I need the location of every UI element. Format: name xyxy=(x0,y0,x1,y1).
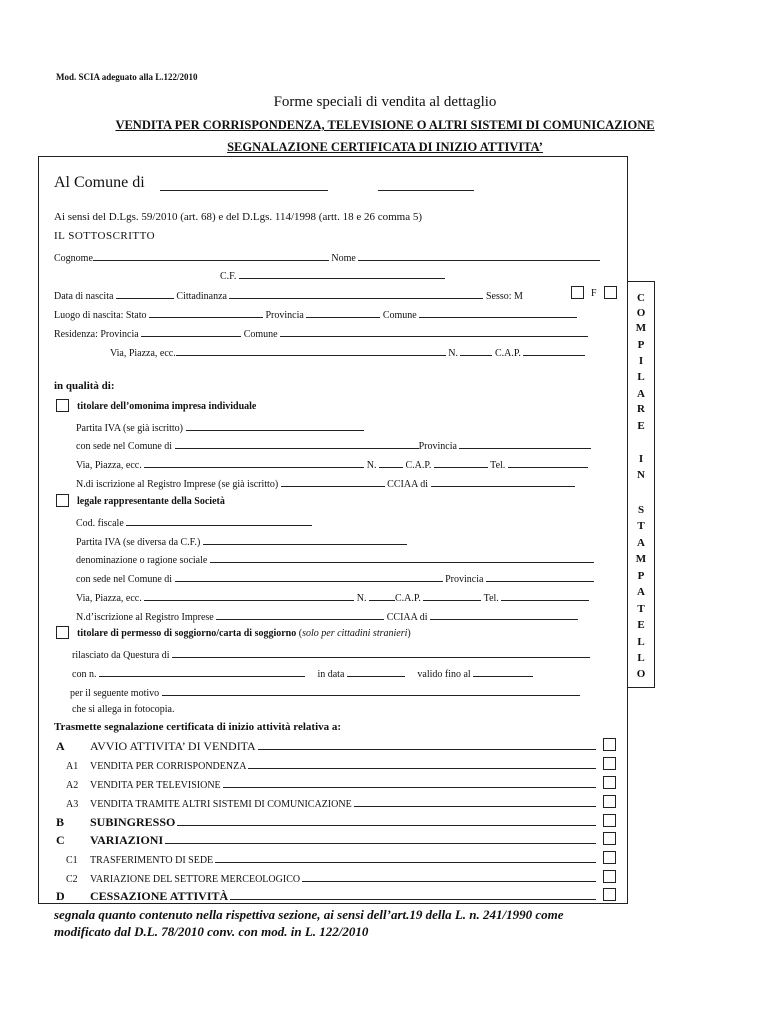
soc-provincia-field[interactable] xyxy=(486,571,594,582)
cognome-field[interactable] xyxy=(93,250,329,261)
section-label: AVVIO ATTIVITA’ DI VENDITA xyxy=(90,739,256,753)
comune-label: Comune xyxy=(382,310,417,321)
soc-tel-field[interactable] xyxy=(501,590,589,601)
page-title: Forme speciali di vendita al dettaglio xyxy=(273,94,497,110)
stamp-letter: O xyxy=(636,668,646,680)
in-qualita-label: in qualità di: xyxy=(54,380,115,392)
permesso-label: titolare di permesso di soggiorno/carta di soggiorno xyxy=(77,628,297,639)
section-row xyxy=(66,796,596,810)
section-line xyxy=(177,815,596,826)
piva-diversa-field[interactable] xyxy=(203,534,407,545)
stamp-letter: T xyxy=(637,603,645,615)
section-label: CESSAZIONE ATTIVITÀ xyxy=(90,889,229,903)
stamp-letter: L xyxy=(637,636,645,648)
section-checkbox[interactable] xyxy=(603,795,616,808)
sede-comune-field[interactable] xyxy=(175,438,419,449)
section-row xyxy=(66,852,596,866)
sede-comune-label: con sede nel Comune di xyxy=(76,441,173,452)
soc-via-field[interactable] xyxy=(144,590,354,601)
stamp-letter: E xyxy=(637,420,645,432)
section-row xyxy=(66,777,596,791)
cf-field[interactable] xyxy=(239,268,445,279)
cciaa2-field[interactable] xyxy=(430,609,578,620)
residenza-label: Residenza: Provincia xyxy=(54,329,139,340)
motivo-label: per il seguente motivo xyxy=(70,688,160,699)
soc-n-field[interactable] xyxy=(369,590,395,601)
section-line xyxy=(223,777,596,788)
legale-label: legale rappresentante della Società xyxy=(77,496,225,507)
section-line xyxy=(165,833,596,844)
stamp-letter: I xyxy=(638,355,644,367)
con-n-field[interactable] xyxy=(99,666,305,677)
luogo-provincia-field[interactable] xyxy=(306,307,380,318)
provincia-label: Provincia xyxy=(265,310,304,321)
stamp-letter: T xyxy=(637,520,645,532)
section-checkbox[interactable] xyxy=(603,757,616,770)
via-field[interactable] xyxy=(176,345,446,356)
sede-cap-field[interactable] xyxy=(434,457,488,468)
data-nascita-label: Data di nascita xyxy=(54,291,114,302)
section-code: C2 xyxy=(66,874,78,885)
stamp-letter: C xyxy=(637,292,645,304)
sesso-f-label: F xyxy=(591,288,597,299)
cciaa2-label: CCIAA di xyxy=(386,612,428,623)
section-checkbox[interactable] xyxy=(603,776,616,789)
nome-field[interactable] xyxy=(358,250,600,261)
section-label: VENDITA PER TELEVISIONE xyxy=(90,780,221,791)
stamp-letter: S xyxy=(637,504,645,516)
stamp-letter: L xyxy=(637,652,645,664)
sesso-f-checkbox[interactable] xyxy=(604,286,617,299)
legale-checkbox[interactable] xyxy=(56,494,69,507)
stamp-letter: N xyxy=(637,469,645,481)
stamp-letter: R xyxy=(637,403,645,415)
con-n-label: con n. xyxy=(72,669,97,680)
subtitle-scia: SEGNALAZIONE CERTIFICATA DI INIZIO ATTIVITA’ xyxy=(227,140,543,154)
ai-sensi-text: Ai sensi del D.Lgs. 59/2010 (art. 68) e del D.Lgs. 114/1998 (artt. 18 e 26 comma 5) xyxy=(54,211,423,223)
footer-line-1: segnala quanto contenuto nella rispettiva sezione, ai sensi dell’art.19 della L. n. 241/1990 come xyxy=(54,907,564,922)
n-iscrizione-label: N.di iscrizione al Registro Imprese (se già iscritto) xyxy=(76,479,279,490)
section-line xyxy=(230,889,596,900)
section-checkbox[interactable] xyxy=(603,814,616,827)
cod-fiscale-field[interactable] xyxy=(126,515,312,526)
stamp-letter: A xyxy=(637,388,645,400)
section-code: D xyxy=(56,889,65,903)
n-iscrizione2-label: N.d’iscrizione al Registro Imprese xyxy=(76,612,214,623)
sede-tel-label: Tel. xyxy=(490,460,506,471)
subtitle-sales-type: VENDITA PER CORRISPONDENZA, TELEVISIONE O ALTRI SISTEMI DI COMUNICAZIONE xyxy=(115,118,655,132)
sede-n-label: N. xyxy=(366,460,377,471)
sede-provincia-field[interactable] xyxy=(459,438,591,449)
sede-n-field[interactable] xyxy=(379,457,403,468)
n-field[interactable] xyxy=(460,345,492,356)
section-row xyxy=(66,871,596,885)
motivo-field[interactable] xyxy=(162,685,580,696)
sede-via-label: Via, Piazza, ecc. xyxy=(76,460,142,471)
section-code: C1 xyxy=(66,855,78,866)
stamp-letter: M xyxy=(635,553,647,565)
sede-tel-field[interactable] xyxy=(508,457,588,468)
sede-provincia-label: Provincia xyxy=(418,441,457,452)
footer-line-2: modificato dal D.L. 78/2010 conv. con mod. in L. 122/2010 xyxy=(54,924,369,939)
section-row xyxy=(66,758,596,772)
data-nascita-field[interactable] xyxy=(116,288,174,299)
section-label: VARIAZIONI xyxy=(90,833,164,847)
section-checkbox[interactable] xyxy=(603,851,616,864)
stamp-letter: P xyxy=(637,339,645,351)
rilasciato-label: rilasciato da Questura di xyxy=(72,650,170,661)
allega-text: che si allega in fotocopia. xyxy=(72,704,175,715)
stamp-letter: A xyxy=(637,586,645,598)
comune-extra-field[interactable] xyxy=(378,180,474,191)
section-label: VENDITA PER CORRISPONDENZA xyxy=(90,761,247,772)
cod-fiscale-label: Cod. fiscale xyxy=(76,518,124,529)
section-code: A3 xyxy=(66,799,79,810)
valido-label: valido fino al xyxy=(417,669,471,680)
sede-via-field[interactable] xyxy=(144,457,364,468)
in-data-label: in data xyxy=(317,669,345,680)
n-label: N. xyxy=(448,348,458,359)
titolare-checkbox[interactable] xyxy=(56,399,69,412)
section-code: B xyxy=(56,815,65,829)
section-code: A2 xyxy=(66,780,79,791)
section-row xyxy=(56,889,596,904)
sesso-label: Sesso: M xyxy=(485,291,523,302)
stamp-letter: M xyxy=(635,322,647,334)
in-data-field[interactable] xyxy=(347,666,405,677)
cciaa-field[interactable] xyxy=(431,476,575,487)
section-checkbox[interactable] xyxy=(603,870,616,883)
section-line xyxy=(215,852,596,863)
cittadinanza-field[interactable] xyxy=(229,288,483,299)
stamp-letter: A xyxy=(637,537,645,549)
stamp-letter: L xyxy=(637,371,645,383)
stamp-column xyxy=(627,281,655,688)
nome-label: Nome xyxy=(331,253,356,264)
luogo-stato-field[interactable] xyxy=(149,307,263,318)
section-row xyxy=(56,739,596,754)
form-code: Mod. SCIA adeguato alla L.122/2010 xyxy=(56,72,198,82)
section-checkbox[interactable] xyxy=(603,738,616,751)
denominazione-field[interactable] xyxy=(210,552,594,563)
section-checkbox[interactable] xyxy=(603,832,616,845)
section-row xyxy=(56,815,596,830)
luogo-nascita-label: Luogo di nascita: Stato xyxy=(54,310,147,321)
via-label: Via, Piazza, ecc. xyxy=(110,348,176,359)
permesso-note: solo per cittadini stranieri xyxy=(302,628,408,639)
cap-field[interactable] xyxy=(523,345,585,356)
soc-tel-label: Tel. xyxy=(483,593,499,604)
residenza-comune-label: Comune xyxy=(243,329,278,340)
section-line xyxy=(258,739,596,750)
n-iscrizione2-field[interactable] xyxy=(216,609,384,620)
section-line xyxy=(248,758,596,769)
comune-field[interactable] xyxy=(160,180,328,191)
section-label: VENDITA TRAMITE ALTRI SISTEMI DI COMUNICAZIONE xyxy=(90,799,352,810)
soc-cap-label: C.A.P. xyxy=(394,593,421,604)
cf-label: C.F. xyxy=(220,271,237,282)
sottoscritto-label: IL SOTTOSCRITTO xyxy=(54,230,156,242)
cciaa-label: CCIAA di xyxy=(387,479,429,490)
section-code: A1 xyxy=(66,761,79,772)
stamp-letter: P xyxy=(637,570,645,582)
section-checkbox[interactable] xyxy=(603,888,616,901)
luogo-comune-field[interactable] xyxy=(419,307,577,318)
soc-sede-comune-field[interactable] xyxy=(175,571,443,582)
partita-iva-field[interactable] xyxy=(186,420,364,431)
soc-provincia-label: Provincia xyxy=(445,574,484,585)
section-code: C xyxy=(56,833,65,847)
soc-sede-comune-label: con sede nel Comune di xyxy=(76,574,173,585)
al-comune-label: Al Comune di xyxy=(54,174,145,191)
stamp-letter: E xyxy=(637,619,645,631)
permesso-checkbox[interactable] xyxy=(56,626,69,639)
section-label: SUBINGRESSO xyxy=(90,815,176,829)
cittadinanza-label: Cittadinanza xyxy=(176,291,227,302)
denominazione-label: denominazione o ragione sociale xyxy=(76,555,208,566)
rilasciato-field[interactable] xyxy=(172,647,590,658)
section-label: VARIAZIONE DEL SETTORE MERCEOLOGICO xyxy=(90,874,301,885)
n-iscrizione-field[interactable] xyxy=(281,476,385,487)
stamp-letter: O xyxy=(636,307,646,319)
soc-cap-field[interactable] xyxy=(423,590,481,601)
partita-iva-label: Partita IVA (se già iscritto) xyxy=(76,423,184,434)
section-line xyxy=(302,871,596,882)
soc-via-label: Via, Piazza, ecc. xyxy=(76,593,142,604)
residenza-comune-field[interactable] xyxy=(280,326,588,337)
cognome-label: Cognome xyxy=(54,253,93,264)
section-line xyxy=(354,796,596,807)
soc-n-label: N. xyxy=(356,593,367,604)
section-row xyxy=(56,833,596,848)
section-label: TRASFERIMENTO DI SEDE xyxy=(90,855,214,866)
valido-field[interactable] xyxy=(473,666,533,677)
trasmette-label: Trasmette segnalazione certificata di inizio attività relativa a: xyxy=(54,721,342,733)
sesso-m-checkbox[interactable] xyxy=(571,286,584,299)
titolare-label: titolare dell’omonima impresa individuale xyxy=(77,401,257,412)
stamp-letter: I xyxy=(638,453,644,465)
residenza-provincia-field[interactable] xyxy=(141,326,241,337)
piva-diversa-label: Partita IVA (se diversa da C.F.) xyxy=(76,537,201,548)
cap-label: C.A.P. xyxy=(494,348,521,359)
sede-cap-label: C.A.P. xyxy=(405,460,432,471)
section-code: A xyxy=(56,739,65,753)
